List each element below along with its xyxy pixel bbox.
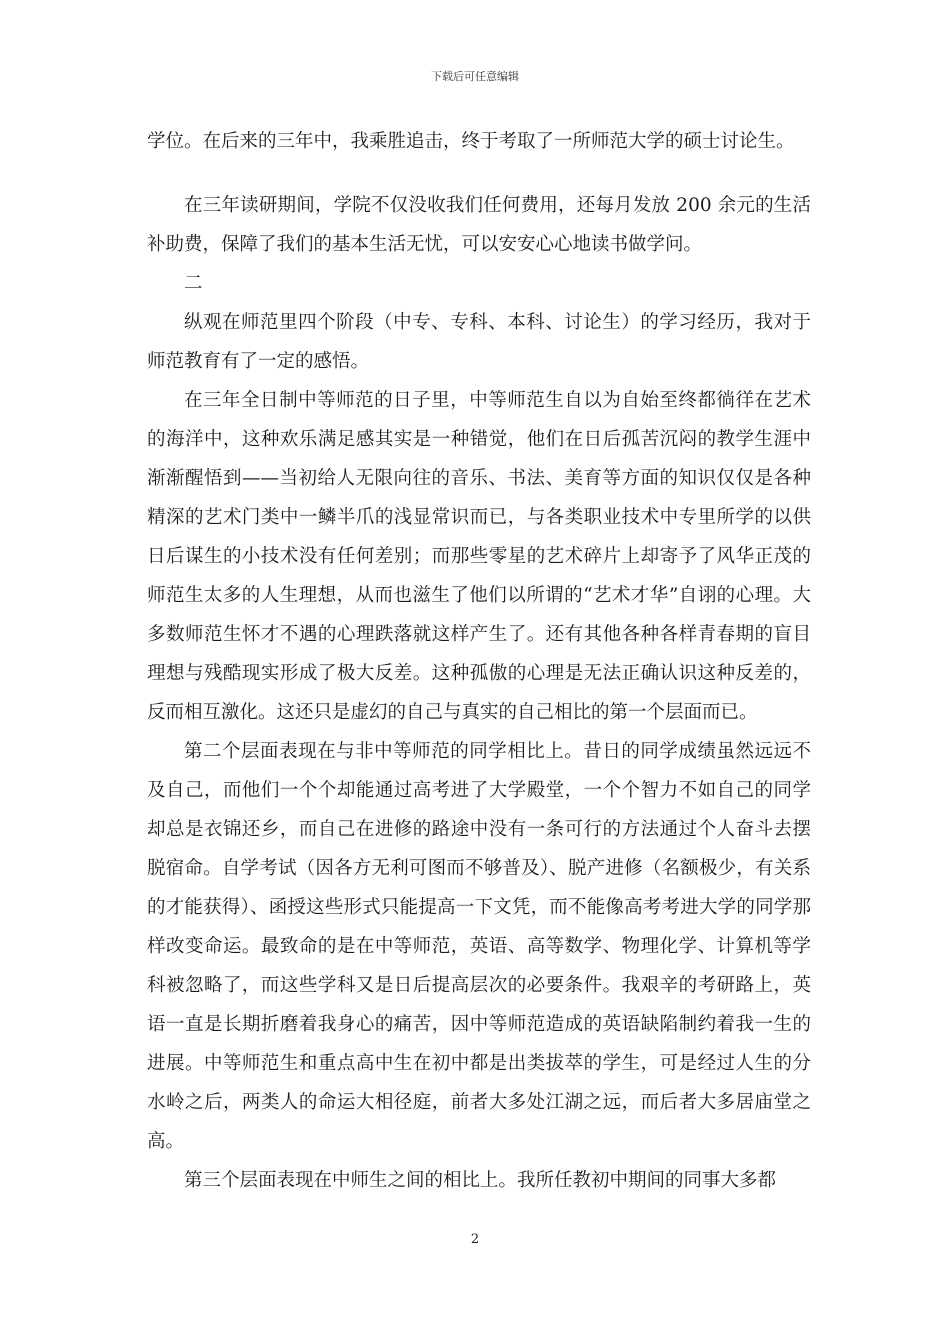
document-body [147,122,811,1200]
paragraph-continuation: 学位。在后来的三年中，我乘胜追击，终于考取了一所师范大学的硕士讨论生。 [147,131,795,152]
page-header-note: 下载后可任意编辑 [431,70,519,83]
paragraph-first-layer: 在三年全日制中等师范的日子里，中等师范生自以为自始至终都徜徉在艺术的海洋中，这种欢乐满足感其实是一种错觉，他们在日后孤苦沉闷的教学生涯中渐渐醒悟到——当初给人无限向往的音乐、书法、美育等方面的知识仅仅是各种精深的艺术门类中一鳞半爪的浅显常识而已，与各类职业技术中专里所学的以供日后谋生的小技术没有任何差别；而那些零星的艺术碎片上却寄予了风华正茂的师范生太多的人生理想，从而也滋生了他们以所谓的“艺术才华”自诩的心理。大多数师范生怀才不遇的心理跌落就这样产生了。还有其他各种各样青春期的盲目理想与残酷现实形成了极大反差。这种孤傲的心理是无法正确认识这种反差的，反而相互激化。这还只是虚幻的自己与真实的自己相比的第一个层面而已。 [147,390,811,723]
paragraph-study-period: 在三年读研期间，学院不仅没收我们任何费用，还每月发放 200 余元的生活补助费，保障了我们的基本生活无忧，可以安安心心地读书做学问。 [147,195,811,255]
section-heading-two: 二 [184,273,203,294]
page-number: 2 [470,1232,480,1247]
paragraph-third-layer: 第三个层面表现在中师生之间的相比上。我所任教初中期间的同事大多都 [184,1170,777,1191]
paragraph-overview: 纵观在师范里四个阶段（中专、专科、本科、讨论生）的学习经历，我对于师范教育有了一定的感悟。 [147,312,811,372]
paragraph-second-layer: 第二个层面表现在与非中等师范的同学相比上。昔日的同学成绩虽然远远不及自己，而他们一个个却能通过高考进了大学殿堂，一个个智力不如自己的同学却总是衣锦还乡，而自己在进修的路途中没有一条可行的方法通过个人奋斗去摆脱宿命。自学考试（因各方无利可图而不够普及）、脱产进修（名额极少，有关系的才能获得）、函授这些形式只能提高一下文凭，而不能像高考考进大学的同学那样改变命运。最致命的是在中等师范，英语、高等数学、物理化学、计算机等学科被忽略了，而这些学科又是日后提高层次的必要条件。我艰辛的考研路上，英语一直是长期折磨着我身心的痛苦，因中等师范造成的英语缺陷制约着我一生的进展。中等师范生和重点高中生在初中都是出类拔萃的学生，可是经过人生的分水岭之后，两类人的命运大相径庭，前者大多处江湖之远，而后者大多居庙堂之高。 [147,741,811,1152]
